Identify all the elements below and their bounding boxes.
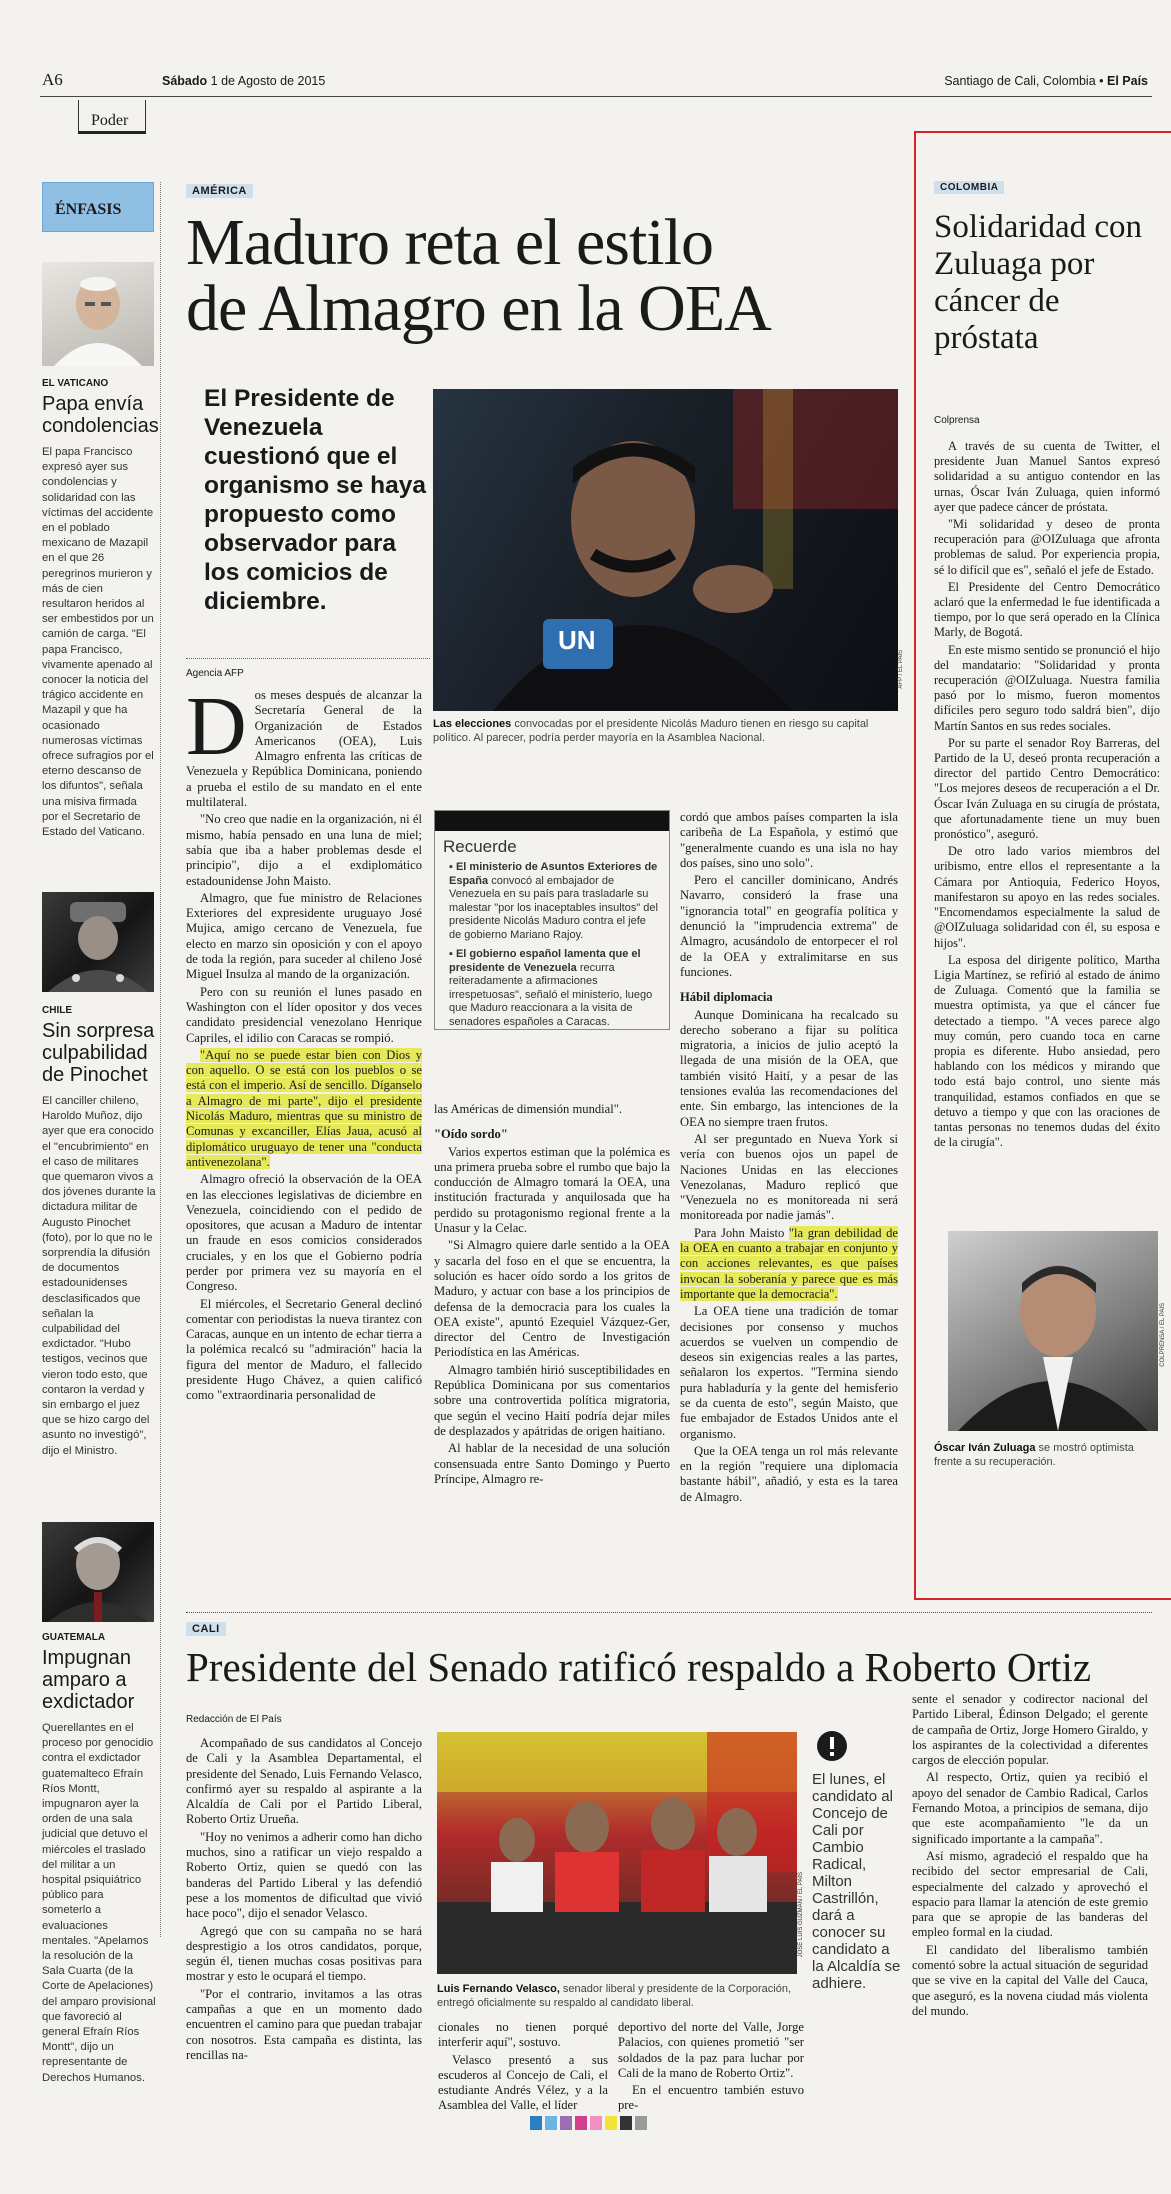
velasco-photo-credit: JOSÉ LUIS GUZMÁN / EL PAÍS	[798, 1872, 804, 1958]
main-article	[186, 180, 904, 1540]
cali-headline: Presidente del Senado ratificó respaldo a Roberto Ortiz	[186, 1644, 1092, 1690]
subhead: "Oído sordo"	[434, 1127, 508, 1142]
sidebar-kicker: GUATEMALA	[42, 1632, 106, 1643]
highlighted-quote: "Aquí no se puede estar bien con Dios y con aquello. O se está con los pueblos o se está con el imperio. Así de sencillo. Díganselo a Almagro de mi parte", dijo el presidente Nicolás Maduro, mientras que su ministro de Comunas y excanciller, Elías Jaua, acusó al diplomático uruguayo de tener una "conducta antivenezolana".	[186, 1047, 422, 1169]
main-kicker: AMÉRICA	[186, 184, 253, 198]
main-headline: Maduro reta el estilo de Almagro en la OEA	[186, 206, 771, 345]
pope-figure-icon	[42, 262, 154, 366]
sidebar-rule	[160, 182, 161, 1937]
colombia-photo-credit: COLPRENSA / EL PAÍS	[1160, 1303, 1166, 1367]
recuerde-item: ▪ El ministerio de Asuntos Exteriores de España convocó al embajador de Venezuela en su país para trasladarle su malestar "por los inaceptables insultos" del presidente Nicolás Maduro contra el jefe de gobierno Mariano Rajoy.	[449, 861, 658, 941]
main-col-3: cordó que ambos países comparten la isla caribeña de La Española, y estimó que "generalmente cuando es una isla no hay dos países, sino uno solo". Pero el canciller dominicano, Andrés Navarro, consideró la frase una "ignorancia total" en geografía política y denunció la "imprudencia extrema" de Almagro, acusándolo de entorpecer el rol de la OEA y extralimitarse en sus funciones. Hábil diplomacia Aunque Dominicana ha recalcado su derecho soberano a fijar su política migratoria, a inicios de julio aceptó la llegada de una misión de la OEA, que también visitó Haití, y a pesar de las tensiones evalúa las recomendaciones del ente. Sin embargo, las intenciones de la OEA no siempre traen frutos. Al ser preguntado en Nueva York si vería con buenos ojos un papel de Naciones Unidas en las elecciones Venezolanas, Maduro replicó que "Venezuela no es monitoreada ni será monitoreada por nadie jamás". Para John Maisto "la gran debilidad de la OEA en cuanto a trabajar en conjunto y con acciones relevantes, es que países invocan la soberanía y parece que es más importante que la democracia". La OEA tiene una tradición de tomar decisiones por consenso y muchos acuerdos se vuelven un compendio de deseos sin exigencias reales a las partes, señalaron los expertos. "Termina siendo pura habladuría y la gente del hemisferio se da cuenta de esto", según Maisto, que fue embajador de Estados Unidos ante el organismo. Que la OEA tenga un rol más relevante en la región "requiere una diplomacia bastante hábil", añadió, y esta es la tarea de Almagro.	[680, 810, 898, 1504]
elderly-man-figure-icon	[42, 1522, 154, 1622]
military-figure-icon	[42, 892, 154, 992]
print-color-bar	[530, 2116, 647, 2130]
cali-note-text: El lunes, el candidato al Concejo de Cali por Cambio Radical, Milton Castrillón, dará a conocer su candidato a la Alcaldía se adhiere.	[812, 1771, 901, 1992]
group-figures-icon	[437, 1732, 797, 1974]
maduro-figure-icon	[433, 389, 898, 711]
header-location: Santiago de Cali, Colombia • El País	[944, 74, 1148, 88]
dropcap: D	[186, 680, 247, 773]
color-swatch	[530, 2116, 542, 2130]
cali-byline: Redacción de El País	[186, 1714, 282, 1725]
color-swatch	[575, 2116, 587, 2130]
sidebar-body: Querellantes en el proceso por genocidio contra el exdictador guatemalteco Efraín Ríos Montt, impugnaron ayer la orden de una sala judicial que detuvo el miércoles el traslado del militar a un hospital psiquiátrico público para someterlo a evaluaciones mentales. "Apelamos la resolución de la Sala Cuarta (de la Corte de Apelaciones) del amparo provisional que favoreció al general Efraín Ríos Montt", dijo un representante de Derechos Humanos.	[42, 1722, 156, 2084]
zuluaga-photo	[948, 1231, 1158, 1431]
colombia-box	[914, 131, 1171, 1600]
color-swatch	[605, 2116, 617, 2130]
sidebar-kicker: CHILE	[42, 1005, 72, 1016]
sidebar-item-chile	[42, 1005, 156, 1459]
color-swatch	[545, 2116, 557, 2130]
colombia-byline: Colprensa	[934, 415, 980, 426]
sidebar-headline: Sin sorpresa culpabilidad de Pinochet	[42, 1020, 155, 1086]
recuerde-box	[434, 810, 670, 1030]
maduro-photo	[433, 389, 898, 711]
pinochet-photo	[42, 892, 154, 992]
enfasis-label: ÉNFASIS	[42, 182, 154, 232]
cali-col-1: Acompañado de sus candidatos al Concejo de Cali y la Asamblea Departamental, el presidente del Senado, Luis Fernando Velasco, confirmó ayer su respaldo al aspirante a la Alcaldía de Cali por el Partido Liberal, Roberto Ortiz Urueña. "Hoy no venimos a adherir como han dicho muchos, sino a ratificar un viejo respaldo a Roberto Ortiz, quien se quedó con las banderas del Partido Liberal y las defendió pese a los momentos de dificultad que vivió hace poco", dijo el senador Velasco. Agregó que con su campaña no se hará desprestigio a los otros candidatos, porque, según él, tienen muchas cosas positivas para mostrar y esto le ocupará el tiempo. "Por el contrario, invitamos a las otras campañas a que en un momento dado encuentren el camino para que puedan trabajar con nosotros. Esta campaña es distinta, las rencillas na-	[186, 1736, 422, 2062]
velasco-caption: Luis Fernando Velasco, senador liberal y presidente de la Corporación, entregó oficialmente su respaldo al candidato liberal.	[437, 1983, 792, 2009]
sidebar-body: El canciller chileno, Haroldo Muñoz, dijo ayer que era conocido el "encubrimiento" en el caso de militares que quemaron vivos a dos jóvenes durante la dictadura militar de Augusto Pinochet (foto), por lo que no le sorprendía la difusión de documentos estadounidenses desclasificados que señalan la culpabilidad del exdictador. "Hubo testigos, vecinos que vieron todo esto, que contaron la verdad y sin embargo el juez que se hizo cargo del asunto no investigó", dijo el Ministro.	[42, 1095, 156, 1457]
section-tab	[78, 100, 146, 134]
podium-text: UN	[558, 625, 596, 655]
rios-montt-photo	[42, 1522, 154, 1622]
sidebar-headline: Papa envía condolencias	[42, 393, 159, 437]
header-rule	[40, 96, 1152, 97]
recuerde-title: Recuerde	[443, 837, 517, 856]
photo-credit: AFP / EL PAÍS	[898, 650, 904, 689]
velasco-photo	[437, 1732, 797, 1974]
main-byline-rule	[186, 658, 430, 659]
zuluaga-caption: Óscar Iván Zuluaga se mostró optimista frente a su recuperación.	[934, 1442, 1134, 1468]
main-deck: El Presidente de Venezuela cuestionó que el organismo se haya propuesto como observador para los comicios de diciembre.	[204, 385, 426, 615]
cali-article	[186, 1622, 1152, 2113]
color-swatch	[620, 2116, 632, 2130]
section-divider	[186, 1612, 1152, 1613]
cali-kicker: CALI	[186, 1622, 226, 1636]
pope-photo	[42, 262, 154, 366]
colombia-kicker: COLOMBIA	[934, 181, 1004, 194]
zuluaga-figure-icon	[948, 1231, 1158, 1431]
header-date: Sábado 1 de Agosto de 2015	[162, 74, 326, 88]
recuerde-item: ▪ El gobierno español lamenta que el presidente de Venezuela recurra reiteradamente a afirmaciones irrespetuosas", señaló el ministerio, luego que Maduro reaccionara a la visita de senadores españoles a Caracas.	[449, 948, 653, 1028]
cali-col-2: cionales no tienen porqué interferir aquí", sostuvo. Velasco presentó a sus escuderos al Concejo de Cali, el estudiante Andrés Vélez, y a la Asamblea del Valle, el líder	[438, 2020, 608, 2113]
maduro-photo-caption: Las elecciones convocadas por el presidente Nicolás Maduro tienen en riesgo su capital político. Al parecer, podría perder mayoría en la Asamblea Nacional.	[433, 718, 869, 744]
colombia-headline: Solidaridad con Zuluaga por cáncer de próstata	[934, 209, 1143, 356]
cali-col-4: sente el senador y codirector nacional del Partido Liberal, Édinson Delgado; el gerente de campaña de Ortiz, Jorge Homero Giraldo, y los aspirantes de la colectividad a diferentes cargos de elección popular. Al respecto, Ortiz, quien ya recibió el apoyo del senador de Cambio Radical, Carlos Fernando Motoa, a principios de semana, dijo que este acompañamiento "le da un significado importante a la campaña". Así mismo, agradeció el respaldo que ha recibido del sector empresarial de Cali, especialmente del calzado y aprovechó el espacio para llamar la atención de este gremio para que se apropie de las banderas del empleo formal en la ciudad. El candidato del liberalismo también comentó sobre la actual situación de seguridad que se vive en la capital del Valle del Cauca, que aseguró, es la novena ciudad más violenta del mundo.	[912, 1692, 1148, 2018]
color-swatch	[590, 2116, 602, 2130]
colombia-body: A través de su cuenta de Twitter, el presidente Juan Manuel Santos expresó solidaridad a su antiguo contendor en las urnas, Óscar Iván Zuluaga, quien informó ayer que padece cáncer de próstata. "Mi solidaridad y deseo de pronta recuperación para @OIZuluaga que afronta problemas de salud. Por experiencia propia, sé lo difícil que es", señaló el jefe de Estado. El Presidente del Centro Democrático aclaró que la enfermedad le fue identificada a tiempo, por lo que será operado en la Clínica Marly, de Bogotá. En este mismo sentido se pronunció el hijo del mandatario: "Solidaridad y pronta recuperación @OIZuluaga. Nuestra familia pasó por lo mismo, fueron momentos difíciles pero seguro todo saldrá bien", dijo Martín Santos en sus redes sociales. Por su parte el senador Roy Barreras, del Partido de la U, deseó pronta recuperación a director del partido Centro Democrático: "Los mejores deseos de recuperación a el Dr. Óscar Iván Zuluaga en su cirugía de próstata, que afortunadamente tiene un muy buen pronóstico", aseguró. De otro lado varios miembros del uribismo, entre ellos el representante a la Cámara por Antioquia, Federico Hoyos, manifestaron su apoyo en las redes sociales. "Encomendamos especialmente la salud de @OIZuluaga solidaridad con él, su esposa e hijos". La esposa del dirigente político, Martha Ligia Martínez, se refirió al estado de ánimo de Zuluaga. Comentó que la familia se muestra optimista, ya que el cáncer fue detectado a tiempo. "A veces parece algo muy común, pero cuando toca en carne propia es diferente. Hubo ansiedad, pero hablando con los médicos y mirando que todo está bajo control, uno siente más tranquilidad, estamos confiados en que se detuvo a tiempo y que con las oraciones de tantas personas no tenemos dudas del éxito de la cirugía".	[934, 439, 1160, 1150]
sidebar-headline: Impugnan amparo a exdictador	[42, 1647, 135, 1713]
page-header	[40, 66, 1152, 92]
sidebar-body: El papa Francisco expresó ayer sus condolencias y solidaridad con las víctimas del accidente en el poblado mexicano de Mazapil en el que 26 peregrinos murieron y más de cien resultaron heridos al ser embestidos por un camión de carga. "El papa Francisco, vivamente apenado al conocer la noticia del trágico accidente en Mazapil y que ha ocasionado numerosas víctimas ofrece sufragios por el eterno descanso de los difuntos", señala una misiva firmada por el Secretario de Estado del Vaticano.	[42, 446, 154, 839]
sidebar-kicker: EL VATICANO	[42, 378, 109, 389]
highlighted-quote: "la gran debilidad de la OEA en cuanto a trabajar en conjunto y con acciones relevantes, es que países invocan la soberanía y parece que es más importante que la democracia".	[680, 1225, 898, 1301]
subhead: Hábil diplomacia	[680, 990, 773, 1005]
recuerde-bar	[435, 811, 669, 831]
cali-note	[812, 1730, 904, 1992]
color-swatch	[635, 2116, 647, 2130]
page-number: A6	[42, 70, 63, 89]
main-col-1: D os meses después de alcanzar la Secretaría General de la Organización de Estados Americanos (OEA), Luis Almagro enfrenta las críticas de Venezuela y República Dominicana, poniendo a prueba el estilo de su mandato en el ente multilateral. "No creo que nadie en la organización, ni él mismo, había pensado en una luna de miel; sabía que iba a haber problemas desde el principio", dijo a el exdiplomático estadounidense John Maisto. Almagro, que fue ministro de Relaciones Exteriores del expresidente uruguayo José Mujica, amigo cercano de Venezuela, fue electo en marzo sin oposición y con el apoyo de toda la región, para suceder al chileno José Miguel Insulza al mando de la organización. Pero con su reunión el lunes pasado en Washington con el líder opositor y dos veces candidato presidencial venezolano Henrique Capriles, el idilio con Caracas se rompió. "Aquí no se puede estar bien con Dios y con aquello. O se está con los pueblos o se está con el imperio. Así de sencillo. Díganselo a Almagro de mi parte", dijo el presidente Nicolás Maduro, mientras que su ministro de Comunas y excanciller, Elías Jaua, acusó al diplomático uruguayo de tener una "conducta antivenezolana". Almagro ofreció la observación de la OEA en las elecciones legislativas de diciembre en Venezuela, coincidiendo con el pedido de opositores, que acusan a Maduro de intentar un fraude en esos comicios considerados cruciales, y en los que el Gobierno podría perder por primera vez su mayoría en el Congreso. El miércoles, el Secretario General declinó comentar con periodistas la nueva tirantez con Caracas, aunque en un intento de echar tierra a la polémica recalcó su "admiración" hacia la figura del mentor de Maduro, el fallecido presidente Hugo Chávez, a quien calificó como "extraordinaria personalidad de	[186, 680, 422, 1403]
cali-col-3: deportivo del norte del Valle, Jorge Palacios, con quienes prometió "ser soldados de la paz para luchar por Cali de la mano de Roberto Ortiz". En el encuentro también estuvo pre-	[618, 2020, 804, 2113]
main-col-2: las Américas de dimensión mundial". "Oído sordo" Varios expertos estiman que la polémica es una primera prueba sobre el rumbo que bajo la conducción de Almagro tomará la OEA, una institución fracturada y anquilosada que ha perdido su protagonismo regional frente a la Unasur y la Celac. "Si Almagro quiere darle sentido a la OEA y sacarla del foso en el que se encuentra, la solución es hacer oído sordo a los gritos de Maduro, y actuar con base a los principios de defensa de la democracia para los cuales la OEA existe", apuntó Ezequiel Vázquez-Ger, director del Centro de Investigación Periodística en las Américas. Almagro también hirió susceptibilidades en República Dominicana por sus comentarios sobre una controvertida política migratoria, que según el vecino Haití podría dejar miles de desplazados y apátridas de origen haitiano. Al hablar de la necesidad de una solución consensuada entre Santo Domingo y Puerto Príncipe, Almagro re-	[434, 1102, 670, 1486]
main-byline: Agencia AFP	[186, 668, 244, 679]
color-swatch	[560, 2116, 572, 2130]
sidebar-item-guatemala	[42, 1632, 156, 2086]
exclamation-icon	[816, 1730, 848, 1762]
section-label: Poder	[91, 112, 129, 129]
sidebar-item-vaticano	[42, 378, 159, 840]
